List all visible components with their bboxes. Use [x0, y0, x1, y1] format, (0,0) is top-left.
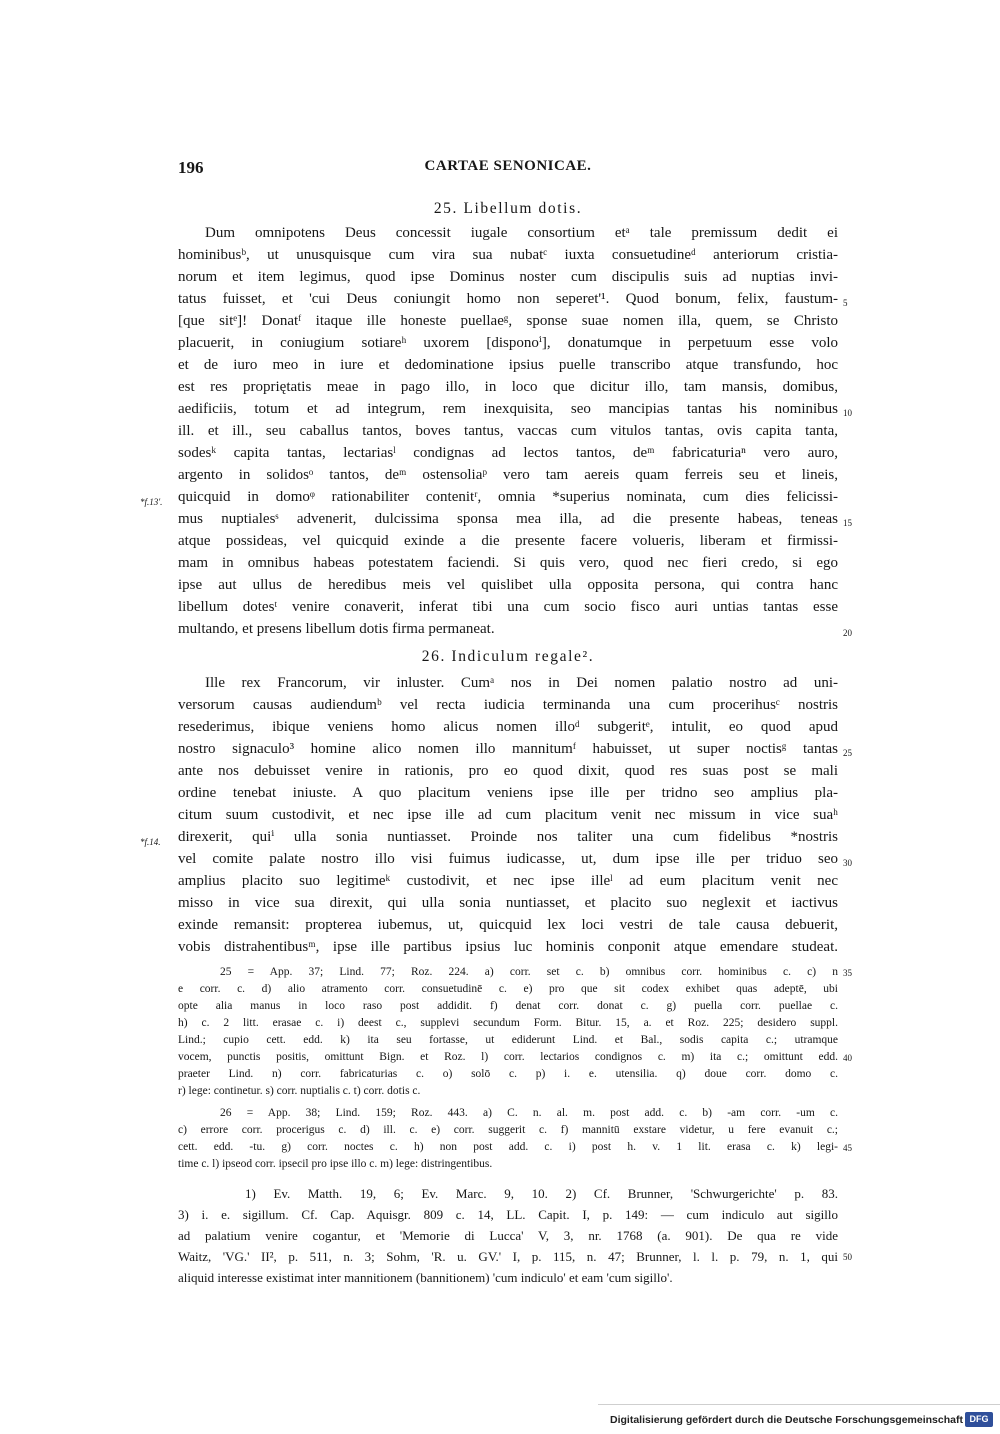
note-line: 3) i. e. sigillum. Cf. Cap. Aquisgr. 809 c. 14, LL. Capit. I, p. 149: — cum indiculo aut sigillo: [178, 1207, 838, 1222]
text-line: multando, et presens libellum dotis firma permaneat.: [178, 621, 495, 637]
footnote-line: c) errore corr. procerigus c. d) ill. c. e) corr. suggerit c. f) mannitū exstare videtur, u fere evanuit c.;: [178, 1124, 838, 1136]
line-number: 15: [843, 518, 852, 528]
text-line: et de iuro meo in iure et dedominatione ipsius puelle transcribo atque transfundo, hoc: [178, 357, 838, 373]
note-line: ad palatium venire cogantur, et 'Memorie di Lucca' V, 3, nr. 1768 (a. 901). De qua re vide: [178, 1228, 838, 1243]
digitization-credit: Digitalisierung gefördert durch die Deutsche Forschungsgemeinschaft: [610, 1414, 963, 1426]
section-title-26: 26. Indiculum regale².: [421, 648, 595, 665]
text-line: resederimus, ibique veniens homo alicus nomen illoᵈ subgeritᵉ, intulit, eo quod apud: [178, 719, 838, 735]
text-line: Dum omnipotens Deus concessit iugale consortium etᵃ tale premissum dedit ei: [205, 225, 838, 241]
text-line: vel comite palate nostro illo visi fuimus iudicasse, ut, dum ipse ille per triduo seo: [178, 851, 838, 867]
line-number: 30: [843, 858, 852, 868]
folio-marker: *f.13'.: [140, 497, 163, 507]
section-title-25: 25. Libellum dotis.: [433, 200, 583, 217]
line-number: 5: [843, 298, 848, 308]
text-line: ordine tenebat iniuste. A quo placitum veniens ipse ille per tridno seo amplius pla-: [178, 785, 838, 801]
page-number: 196: [178, 158, 204, 177]
text-line: mam in omnibus habeas potestatem faciendi. Si quis vero, quod nec fieri credo, si ego: [178, 555, 838, 571]
footnote-line: e corr. c. d) alio atramento corr. consuetudinē c. e) pro que sit codex exhibet quas adeptē, ubi: [178, 983, 838, 995]
text-line: vobis distrahentibusᵐ, ipse ille partibus ipsius luc hominis conponit atque emendare studeat.: [178, 939, 838, 955]
text-line: amplius placito suo legitimeᵏ custodivit, et nec ipse illeˡ ad eum placitum venit nec: [178, 873, 838, 889]
text-line: atque possideas, vel quicquid exinde a die presente facere volueris, liberam et firmissi-: [178, 533, 838, 549]
note-line: 1) Ev. Matth. 19, 6; Ev. Marc. 9, 10. 2) Cf. Brunner, 'Schwurgerichte' p. 83.: [245, 1186, 838, 1201]
text-line: sodesᵏ capita tantas, lectariasˡ condignas ad lectos tantos, deᵐ fabricaturiaⁿ vero auro,: [178, 445, 838, 461]
text-line: est res propriętatis meae in pago illo, in loco que dicitur illo, tam mansis, domibus,: [178, 379, 838, 395]
footnote-line: time c. l) ipseod corr. ipsecil pro ipse illo c. m) lege: distringentibus.: [178, 1158, 493, 1170]
running-head: CARTAE SENONICAE.: [424, 158, 592, 174]
text-line: libellum dotesᵗ venire conaverit, inferat tibi una cum socio fisco auri untias tantas esse: [178, 599, 838, 615]
credit-divider: [598, 1404, 1000, 1405]
text-line: ante nos debuisset venire in rationis, pro eo quod dixit, quod res suas post se mali: [178, 763, 838, 779]
text-line: aedificiis, totum et ad integrum, rem inexquisita, seo mancipias tantas his nominibus: [178, 401, 838, 417]
footnote-line: 25 = App. 37; Lind. 77; Roz. 224. a) corr. set c. b) omnibus corr. hominibus c. c) n: [220, 966, 838, 978]
text-line: Ille rex Francorum, vir inluster. Cumᵃ nos in Dei nomen palatio nostro ad uni-: [205, 675, 838, 691]
footnote-line: vocem, punctis positis, omittunt Bign. et Roz. l) corr. lectarios condignos c. m) ita c.; omittunt edd.: [178, 1051, 838, 1063]
text-line: norum et item legimus, quod ipse Dominus noster cum discipulis suis ad nuptias invi-: [178, 269, 838, 285]
page-header: [178, 158, 838, 182]
text-line: ill. et ill., seu caballus tantos, boves tantus, vaccas cum vitulos tantas, ovis capita tanta,: [178, 423, 838, 439]
text-line: quicquid in domoᵠ rationabiliter contenitʳ, omnia *superius nominata, cum dies felicissi-: [178, 489, 838, 505]
footnote-line: Lind.; cupio cett. edd. k) ita seu fortasse, ut ediderunt Lind. et Bal., sodis capita c.; utramque: [178, 1034, 838, 1046]
text-line: direxerit, quiⁱ ulla sonia nuntiasset. Proinde nos taliter una cum fidelibus *nostris: [178, 829, 838, 845]
footnote-line: r) lege: continetur. s) corr. nuptialis c. t) corr. dotis c.: [178, 1085, 421, 1097]
text-line: exinde remansit: propterea iubemus, ut, quicquid lex loci vestri de tale causa debuerit,: [178, 917, 838, 933]
line-number: 10: [843, 408, 852, 418]
line-number: 40: [843, 1053, 852, 1063]
text-line: versorum causas audiendumᵇ vel recta iudicia terminanda una cum procerihusᶜ nostris: [178, 697, 838, 713]
text-line: tatus fuisset, et 'cui Deus coniungit homo non seperet'¹. Quod bonum, felix, faustum-: [178, 291, 838, 307]
footnote-line: opte alia manus in loco raso post addidit. f) denat corr. donat c. g) puella corr. puellae c.: [178, 1000, 838, 1012]
text-line: nostro signaculo³ homine alico nomen illo mannitumᶠ habuisset, ut super noctisᵍ tantas: [178, 741, 838, 757]
footnote-line: praeter Lind. n) corr. fabricaturias c. o) solō c. p) i. e. utensilia. q) doue corr. domo c.: [178, 1068, 838, 1080]
line-number: 45: [843, 1143, 852, 1153]
text-line: citum suum custodivit, et nec ipse ille ad cum placitum venit nec missum in vice suaʰ: [178, 807, 838, 823]
line-number: 35: [843, 968, 852, 978]
text-line: misso in vice sua direxit, qui ulla sonia nuntiasset, et placito suo neglexit et iactivus: [178, 895, 838, 911]
note-line: Waitz, 'VG.' II², p. 511, n. 3; Sohm, 'R. u. GV.' I, p. 115, n. 47; Brunner, l. l. p. 79, n. 1, qui: [178, 1249, 838, 1264]
text-line: [que sitᵉ]! Donatᶠ itaque ille honeste puellaeᵍ, sponse suae nomen illa, quem, se Christo: [178, 313, 838, 329]
footnote-line: h) c. 2 litt. erasae c. i) deest c., supplevi secundum Form. Bitur. 15, a. et Roz. 225; desidero suppl.: [178, 1017, 838, 1029]
text-line: ipse aut ullus de heredibus meis vel quislibet ulla opposita persona, qui contra hanc: [178, 577, 838, 593]
footnote-line: cett. edd. -tu. g) corr. noctes c. h) non post add. c. i) post h. v. 1 lit. erasa c. k) legi-: [178, 1141, 838, 1153]
footnote-line: 26 = App. 38; Lind. 159; Roz. 443. a) C. n. al. m. post add. c. b) -am corr. -um c.: [220, 1107, 838, 1119]
text-line: placuerit, in coniugium sotiareʰ uxorem [disponoⁱ], donatumque in perpetuum esse volo: [178, 335, 838, 351]
folio-marker: *f.14.: [140, 837, 161, 847]
text-line: argento in solidosᵒ tantos, deᵐ ostensoliaᵖ vero tam aereis quam ferreis seu et lineis,: [178, 467, 838, 483]
line-number: 20: [843, 628, 852, 638]
line-number: 25: [843, 748, 852, 758]
note-line: aliquid interesse existimat inter mannitionem (bannitionem) 'cum indiculo' et eam 'cum sigillo'.: [178, 1270, 673, 1285]
line-number: 50: [843, 1252, 852, 1262]
text-line: hominibusᵇ, ut unusquisque cum vira sua nubatᶜ iuxta consuetudineᵈ anteriorum cristia-: [178, 247, 838, 263]
text-line: mus nuptialesˢ advenerit, dulcissima sponsa mea illa, ad die presente habeas, teneas: [178, 511, 838, 527]
dfg-logo-icon: DFG: [965, 1412, 993, 1427]
